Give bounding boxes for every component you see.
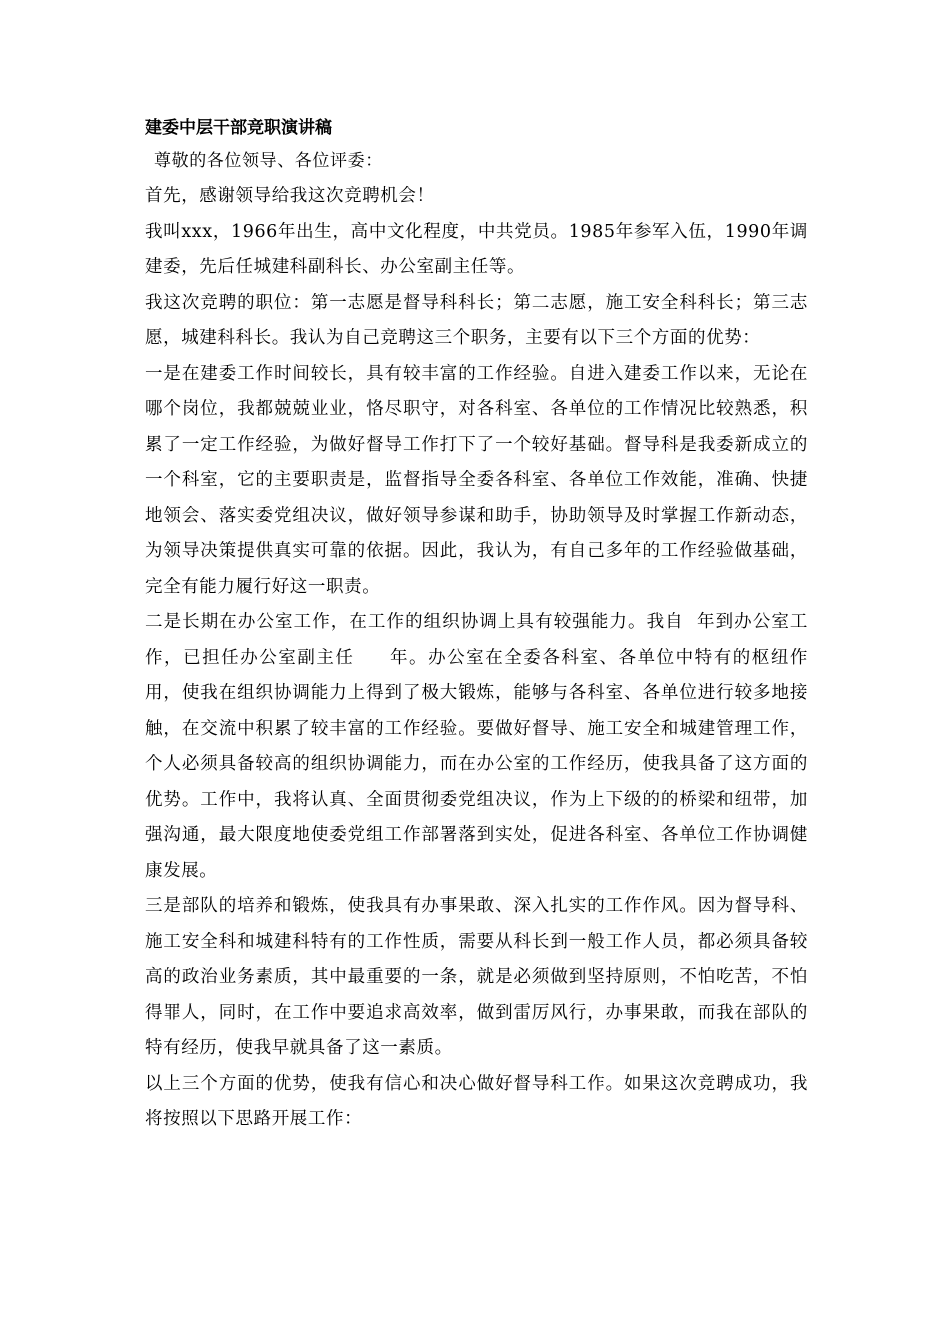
paragraph-positions: 我这次竞聘的职位：第一志愿是督导科科长；第二志愿，施工安全科科长；第三志愿，城建科科长。我认为自己竞聘这三个职务，主要有以下三个方面的优势： xyxy=(145,292,808,348)
paragraph-advantage-three: 三是部队的培养和锻炼，使我具有办事果敢、深入扎实的工作作风。因为督导科、施工安全科和城建科特有的工作性质，需要从科长到一般工作人员，都必须具备较高的政治业务素质，其中最重要的一条，就是必须做到坚持原则，不怕吃苦，不怕得罪人，同时，在工作中要追求高效率，做到雷厉风行，办事果敢，而我在部队的特有经历，使我早就具备了这一素质。 xyxy=(145,896,808,1058)
paragraph-advantage-two: 二是长期在办公室工作，在工作的组织协调上具有较强能力。我自 年到办公室工作，已担任办公室副主任 年。办公室在全委各科室、各单位中特有的枢纽作用，使我在组织协调能力上得到了极大锻炼，能够与各科室、各单位进行较多地接触，在交流中积累了较丰富的工作经验。要做好督导、施工安全和城建管理工作，个人必须具备较高的组织协调能力，而在办公室的工作经历，使我具备了这方面的优势。工作中，我将认真、全面贯彻委党组决议，作为上下级的的桥梁和纽带，加强沟通，最大限度地使委党组工作部署落到实处，促进各科室、各单位工作协调健康发展。 xyxy=(145,612,808,881)
document-body xyxy=(145,112,808,1138)
paragraph-thanks: 首先，感谢领导给我这次竞聘机会！ xyxy=(145,186,435,206)
paragraph-conclusion: 以上三个方面的优势，使我有信心和决心做好督导科工作。如果这次竞聘成功，我将按照以下思路开展工作： xyxy=(145,1073,808,1129)
paragraph-advantage-one: 一是在建委工作时间较长，具有较丰富的工作经验。自进入建委工作以来，无论在哪个岗位，我都兢兢业业，恪尽职守，对各科室、各单位的工作情况比较熟悉，积累了一定工作经验，为做好督导工作打下了一个较好基础。督导科是我委新成立的一个科室，它的主要职责是，监督指导全委各科室、各单位工作效能，准确、快捷地领会、落实委党组决议，做好领导参谋和助手，协助领导及时掌握工作新动态，为领导决策提供真实可靠的依据。因此，我认为，有自己多年的工作经验做基础，完全有能力履行好这一职责。 xyxy=(145,363,808,597)
salutation: 尊敬的各位领导、各位评委： xyxy=(154,151,383,171)
paragraph-self-intro: 我叫xxx，1966年出生，高中文化程度，中共党员。1985年参军入伍，1990年调建委，先后任城建科副科长、办公室副主任等。 xyxy=(145,221,808,277)
document-title: 建委中层干部竞职演讲稿 xyxy=(145,118,332,138)
